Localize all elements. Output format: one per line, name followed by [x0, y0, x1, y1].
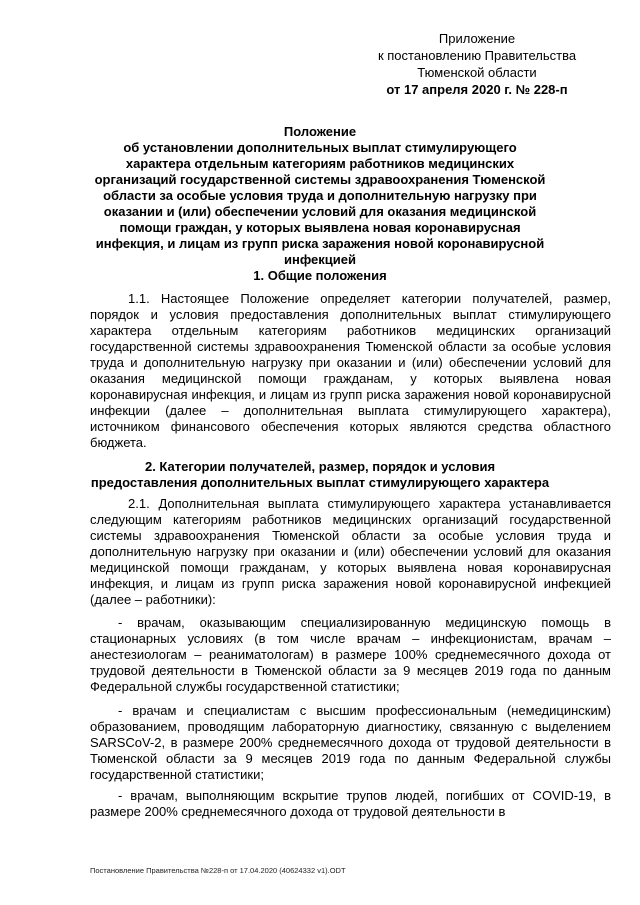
title-heading: Положение	[283, 124, 357, 139]
section2-bullet-2: - врачам и специалистам с высшим профессиональным (немедицинским) образованием, проводящим лабораторную диагностику, связанную с выделением SARSCoV-2, в размере 200% среднемесячного дохода от трудовой деятельности в Тюменской области за 9 месяцев 2019 года по данным Федеральной службы государственной статистики;	[90, 703, 611, 782]
section2-heading: 2. Категории получателей, размер, порядок и условия предоставления дополнительных выплат стимулирующего характера	[90, 459, 550, 490]
section2-bullet-3: - врачам, выполняющим вскрытие трупов людей, погибших от COVID-19, в размере 200% среднемесячного дохода от трудовой деятельности в	[90, 788, 611, 819]
appendix-region: Тюменской области	[417, 65, 537, 80]
appendix-resolution: к постановлению Правительства	[377, 48, 577, 63]
document-title	[90, 124, 550, 268]
appendix-header	[362, 30, 592, 98]
title-text: об установлении дополнительных выплат стимулирующего характера отдельным категориям работников медицинских организаций государственной системы здравоохранения Тюменской области за особые условия труда и дополнительную нагрузку при оказании и (или) обеспечении условий для оказания медицинской помощи граждан, у которых выявлена новая коронавирусная инфекция, и лицам из групп риска заражения новой коронавирусной инфекцией	[94, 140, 546, 267]
section1-paragraph-1: 1.1. Настоящее Положение определяет категории получателей, размер, порядок и условия предоставления дополнительных выплат стимулирующего характера отдельным категориям работников медицинских организаций государственной системы здравоохранения Тюменской области за особые условия труда и дополнительную нагрузку при оказании и (или) обеспечении условий для оказания медицинской помощи гражданам, у которых выявлена новая коронавирусная инфекция, и лицам из групп риска заражения новой коронавирусной инфекции (далее – дополнительная выплата стимулирующего характера), источником финансового обеспечения которых являются средства областного бюджета.	[90, 291, 611, 450]
appendix-date-number: от 17 апреля 2020 г. № 228-п	[386, 82, 568, 97]
appendix-label: Приложение	[438, 31, 516, 46]
section2-paragraph-1: 2.1. Дополнительная выплата стимулирующего характера устанавливается следующим категориям работников медицинских организаций государственной системы здравоохранения Тюменской области за особые условия труда и дополнительную нагрузку при оказании и (или) обеспечении условий для оказания медицинской помощи гражданам, у которых выявлена новая коронавирусная инфекция, и лицам из групп риска заражения новой коронавирусной инфекцией (далее – работники):	[90, 496, 611, 607]
section1-heading: 1. Общие положения	[253, 268, 387, 283]
document-footer: Постановление Правительства №228-п от 17.04.2020 (40624332 v1).ODT	[90, 866, 346, 875]
section2-bullet-1: - врачам, оказывающим специализированную медицинскую помощь в стационарных условиях (в том числе врачам – инфекционистам, врачам – анестезиологам – реаниматологам) в размере 100% среднемесячного дохода от трудовой деятельности в Тюменской области за 9 месяцев 2019 года по данным Федеральной службы государственной статистики;	[90, 615, 611, 694]
